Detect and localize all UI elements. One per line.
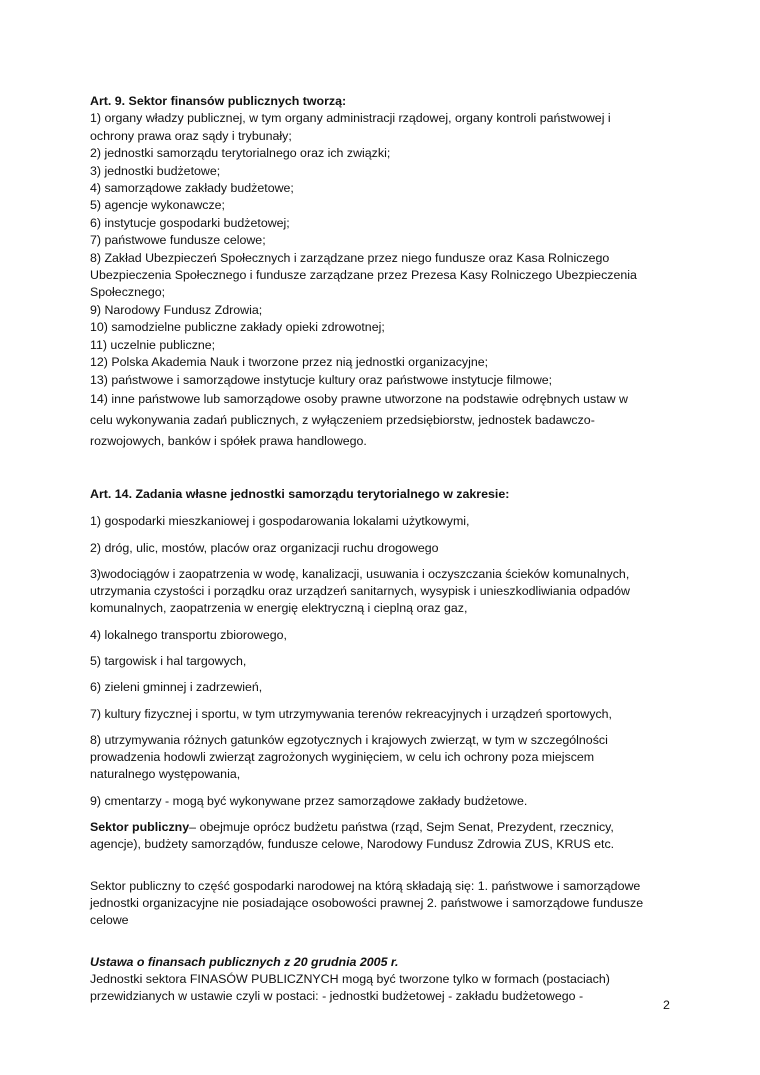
- art9-list-item: [90, 163, 675, 180]
- art14-list-item-line: 7) kultury fizycznej i sportu, w tym utrzymywania terenów rekreacyjnych i urządzeń sportowych,: [90, 706, 612, 721]
- ustawa-heading: Ustawa o finansach publicznych z 20 grudnia 2005 r.: [90, 954, 399, 969]
- art9-list-item: [90, 232, 675, 249]
- art14-list-item: [90, 679, 675, 696]
- art9-list-item-line: 3) jednostki budżetowe;: [90, 163, 221, 178]
- art9-list: [90, 110, 675, 389]
- art14-list-item: [90, 540, 675, 557]
- art14-list-item: [90, 653, 675, 670]
- art9-heading: Art. 9. Sektor finansów publicznych tworzą:: [90, 94, 347, 108]
- art9-list-item-line: 6) instytucje gospodarki budżetowej;: [90, 215, 290, 230]
- art9-list-item-line: 8) Zakład Ubezpieczeń Społecznych i zarządzane przez niego fundusze oraz Kasa Rolniczego: [90, 250, 610, 265]
- sektor-czesc-paragraph: [90, 878, 675, 930]
- art14-list-item: [90, 627, 675, 644]
- page-number: 2: [663, 998, 670, 1012]
- art14-list-item: [90, 513, 675, 530]
- art14-heading: Art. 14. Zadania własne jednostki samorządu terytorialnego w zakresie:: [90, 486, 510, 501]
- art9-item-14: [90, 389, 675, 452]
- art9-list-item-line: 2) jednostki samorządu terytorialnego oraz ich związki;: [90, 146, 391, 161]
- sektor-publiczny-term: Sektor publiczny: [90, 820, 190, 835]
- art9-list-item-line: 1) organy władzy publicznej, w tym organy administracji rządowej, organy kontroli państwowej i: [90, 111, 611, 126]
- sektor-publiczny-definition: [90, 819, 675, 854]
- art9-list-item-line: Ubezpieczenia Społecznego i fundusze zarządzane przez Prezesa Kasy Rolniczego Ubezpieczenia: [90, 268, 637, 283]
- paragraph-line: Sektor publiczny to część gospodarki narodowej na którą składają się: 1. państwowe i samorządowe: [90, 878, 641, 893]
- paragraph-line: przewidzianych w ustawie czyli w postaci: - jednostki budżetowej - zakładu budżetowego -: [90, 989, 584, 1004]
- art9-list-item-line: 4) samorządowe zakłady budżetowe;: [90, 181, 294, 196]
- art14-list-item-line: naturalnego występowania,: [90, 767, 241, 782]
- art9-list-item: [90, 145, 675, 162]
- paragraph-line: Jednostki sektora FINASÓW PUBLICZNYCH mogą być tworzone tylko w formach (postaciach): [90, 971, 610, 986]
- art14-list-item-line: 2) dróg, ulic, mostów, placów oraz organizacji ruchu drogowego: [90, 540, 439, 555]
- art9-list-item: [90, 110, 675, 145]
- art9-list-item: [90, 180, 675, 197]
- art14-list-item: [90, 732, 675, 784]
- art9-list-item: [90, 354, 675, 371]
- art9-list-item-line: 5) agencje wykonawcze;: [90, 198, 225, 213]
- art14-list-item-line: 6) zieleni gminnej i zadrzewień,: [90, 680, 263, 695]
- art14-list-item-line: 9) cmentarzy - mogą być wykonywane przez samorządowe zakłady budżetowe.: [90, 793, 528, 808]
- art14-list-item-line: utrzymania czystości i porządku oraz urządzeń sanitarnych, wysypisk i unieszkodliwiania odpadów: [90, 584, 630, 599]
- art9-list-item-line: Społecznego;: [90, 285, 166, 300]
- art9-item-14-line: rozwojowych, banków i spółek prawa handlowego.: [90, 433, 367, 448]
- sektor-publiczny-text-line2: agencje), budżety samorządów, fundusze celowe, Narodowy Fundusz Zdrowia ZUS, KRUS etc.: [90, 837, 615, 852]
- art9-list-item-line: 7) państwowe fundusze celowe;: [90, 233, 266, 248]
- page-content: [90, 93, 675, 1005]
- art14-list-item-line: prowadzenia hodowli zwierząt zagrożonych wyginięciem, w celu ich ochrony poza miejscem: [90, 750, 595, 765]
- paragraph-line: celowe: [90, 913, 129, 928]
- art9-list-item: [90, 250, 675, 302]
- art9-list-item-line: 9) Narodowy Fundusz Zdrowia;: [90, 302, 263, 317]
- sektor-publiczny-text: – obejmuje oprócz budżetu państwa (rząd, Sejm Senat, Prezydent, rzecznicy,: [189, 820, 614, 835]
- art9-list-item-line: 11) uczelnie publiczne;: [90, 337, 216, 352]
- art14-list: [90, 513, 675, 810]
- art9-list-item: [90, 215, 675, 232]
- art9-list-item: [90, 319, 675, 336]
- art14-list-item-line: 8) utrzymywania różnych gatunków egzotycznych i krajowych zwierząt, w tym w szczególności: [90, 732, 608, 747]
- art14-list-item-line: komunalnych, zaopatrzenia w energię elektryczną i cieplną oraz gaz,: [90, 601, 468, 616]
- ustawa-section: [90, 954, 675, 1006]
- art9-list-item: [90, 197, 675, 214]
- art14-list-item-line: 3)wodociągów i zaopatrzenia w wodę, kanalizacji, usuwania i oczyszczania ścieków komunalnych,: [90, 566, 630, 581]
- art9-item-14-line: 14) inne państwowe lub samorządowe osoby prawne utworzone na podstawie odrębnych ustaw w: [90, 391, 628, 406]
- art14-list-item: [90, 706, 675, 723]
- art9-section: [90, 93, 675, 389]
- art9-list-item-line: ochrony prawa oraz sądy i trybunały;: [90, 128, 292, 143]
- art14-list-item-line: 4) lokalnego transportu zbiorowego,: [90, 627, 287, 642]
- paragraph-line: jednostki organizacyjne nie posiadające osobowości prawnej 2. państwowe i samorządowe fundusze: [90, 895, 644, 910]
- art9-item-14-line: celu wykonywania zadań publicznych, z wyłączeniem przedsiębiorstw, jednostek badawczo-: [90, 412, 595, 427]
- art9-list-item: [90, 302, 675, 319]
- art9-list-item-line: 10) samodzielne publiczne zakłady opieki zdrowotnej;: [90, 320, 385, 335]
- art14-list-item-line: 5) targowisk i hal targowych,: [90, 653, 247, 668]
- art9-list-item: [90, 337, 675, 354]
- art14-list-item-line: 1) gospodarki mieszkaniowej i gospodarowania lokalami użytkowymi,: [90, 514, 470, 529]
- art14-list-item: [90, 793, 675, 810]
- art9-list-item-line: 13) państwowe i samorządowe instytucje kultury oraz państwowe instytucje filmowe;: [90, 372, 553, 387]
- art9-list-item-line: 12) Polska Akademia Nauk i tworzone przez nią jednostki organizacyjne;: [90, 355, 489, 370]
- art14-list-item: [90, 566, 675, 618]
- art9-list-item: [90, 372, 675, 389]
